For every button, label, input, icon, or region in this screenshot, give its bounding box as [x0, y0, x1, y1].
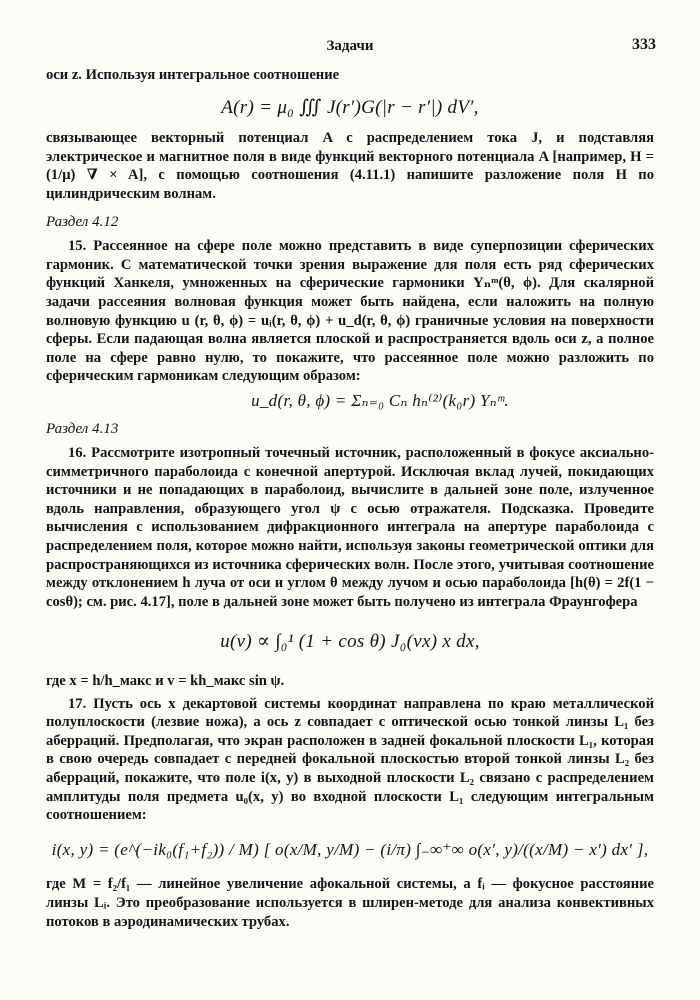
equation-vector-potential: A(r) = μ₀ ∭ J(r′)G(|r − r′|) dV′,: [221, 96, 479, 118]
running-title: Задачи: [326, 38, 374, 54]
page-body: [46, 66, 654, 931]
paragraph-intro-cont: связывающее векторный потенциал A с распределением тока J, и подставляя электрическое и магнитное поля в виде функций векторного потенциала A [например, H = (1/μ) ∇ × A], с помощью соотношения (4.11.1) напишите разложение поля H по цилиндрическим волнам.: [46, 130, 654, 202]
problem-16-where: где x = h/h_макс и v = kh_макс sin ψ.: [46, 673, 285, 690]
equation-scattered-field: u_d(r, θ, ϕ) = Σₙ₌₀ Cₙ hₙ⁽²⁾(k₀r) Yₙᵐ.: [251, 390, 509, 410]
running-header: [0, 36, 700, 58]
equation-schlieren-relation: i(x, y) = (e^(−ik₀(f₁+f₂)) / M) [ o(x/M, y/M) − (i/π) ∫₋∞⁺∞ o(x′, y)/((x/M) − x′) dx′ ],: [51, 839, 649, 859]
equation-fraunhofer-integral: u(v) ∝ ∫₀¹ (1 + cos θ) J₀(vx) x dx,: [220, 631, 480, 653]
paragraph-intro: оси z. Используя интегральное соотношение: [46, 67, 340, 83]
section-heading-4-13: Раздел 4.13: [46, 420, 119, 437]
problem-17-where: где M = f₂/f₁ — линейное увеличение афокальной системы, а fᵢ — фокусное расстояние линзы Lᵢ. Это преобразование используется в шлирен-методе для анализа конвективных потоков в аэродинамических трубах.: [46, 876, 654, 930]
problem-15: 15. Рассеянное на сфере поле можно представить в виде суперпозиции сферических гармоник. С математической точки зрения выражение для поля есть ряд сферических функций Ханкеля, умноженных на сферические гармоники Yₙᵐ(θ, ϕ). Для скалярной задачи рассеяния волновая функция может быть найдена, если наложить на полную волновую функцию u (r, θ, ϕ) = uᵢ(r, θ, ϕ) + u_d(r, θ, ϕ) граничные условия на поверхности сферы. Если падающая волна является плоской и распространяется вдоль оси z, а полное поле на сфере равно нулю, то покажите, что рассеянное поле можно разложить по сферическим гармоникам следующим образом:: [46, 238, 654, 385]
problem-16: 16. Рассмотрите изотропный точечный источник, расположенный в фокусе аксиально-симметричного параболоида с конечной апертурой. Исключая вклад лучей, покидающих источники и не попадающих в параболоид, вычислите в дальней зоне поле, излученное вдоль направления, образующего угол ψ с осью отражателя. Подсказка. Проведите вычисления с использованием дифракционного интеграла на апертуре параболоида с распределением поля, которое можно найти, используя законы геометрической оптики для распространяющихся из источника сферических волн. После этого, учитывая соотношение между отклонением h луча от оси и углом θ между лучом и осью параболоида [h(θ) = 2f(1 − cosθ); см. рис. 4.17], поле в дальней зоне может быть получено из интеграла Фраунгофера: [46, 445, 654, 610]
problem-17: 17. Пусть ось x декартовой системы координат направлена по краю металлической полуплоскости (лезвие ножа), а ось z совпадает с оптической осью тонкой линзы L₁ без аберраций. Предполагая, что экран расположен в задней фокальной плоскости L₁, которая в свою очередь совпадает с передней фокальной плоскостью второй тонкой линзы L₂ без аберраций, покажите, что поле i(x, y) в выходной плоскости L₂ связано с распределением амплитуды поля предмета u₀(x, y) во входной плоскости L₁ следующим интегральным соотношением:: [46, 695, 654, 824]
section-heading-4-12: Раздел 4.12: [46, 213, 119, 230]
page-number: 333: [632, 36, 656, 53]
